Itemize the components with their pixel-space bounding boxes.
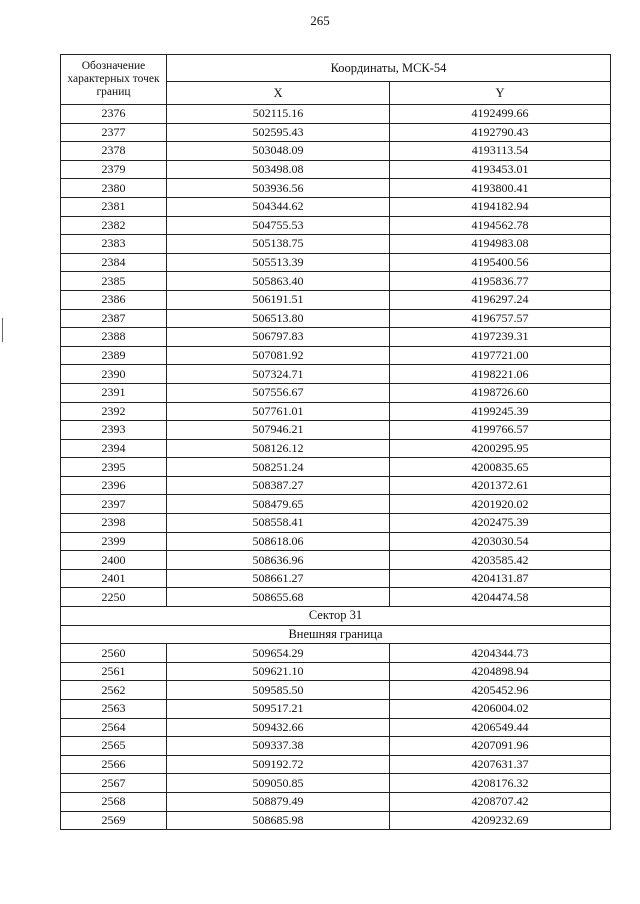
table-row — [61, 774, 611, 793]
x-coordinate-cell: 507324.71 — [167, 365, 390, 384]
y-coordinate-cell: 4198726.60 — [390, 383, 611, 402]
y-coordinate-cell: 4197721.00 — [390, 346, 611, 365]
table-row — [61, 197, 611, 216]
x-coordinate-cell: 508479.65 — [167, 495, 390, 514]
point-id-cell: 2568 — [61, 792, 167, 811]
point-id-cell: 2250 — [61, 588, 167, 607]
x-coordinate-cell: 509621.10 — [167, 662, 390, 681]
x-coordinate-cell: 507761.01 — [167, 402, 390, 421]
table-row — [61, 123, 611, 142]
x-coordinate-cell: 506513.80 — [167, 309, 390, 328]
point-id-cell: 2390 — [61, 365, 167, 384]
x-coordinate-cell: 504344.62 — [167, 197, 390, 216]
y-coordinate-cell: 4194983.08 — [390, 235, 611, 254]
y-coordinate-cell: 4209232.69 — [390, 811, 611, 830]
x-coordinate-cell: 508387.27 — [167, 476, 390, 495]
table-row — [61, 365, 611, 384]
y-coordinate-cell: 4204344.73 — [390, 644, 611, 663]
x-coordinate-cell: 505138.75 — [167, 235, 390, 254]
table-row — [61, 290, 611, 309]
table-body-group-1 — [61, 105, 611, 607]
table-row — [61, 718, 611, 737]
table-header — [61, 55, 611, 105]
x-coordinate-cell: 508251.24 — [167, 458, 390, 477]
table-row — [61, 272, 611, 291]
table-row — [61, 811, 611, 830]
point-id-cell: 2391 — [61, 383, 167, 402]
y-coordinate-cell: 4195400.56 — [390, 253, 611, 272]
x-column-header: X — [167, 82, 390, 105]
point-id-cell: 2395 — [61, 458, 167, 477]
table-row — [61, 755, 611, 774]
point-id-cell: 2381 — [61, 197, 167, 216]
x-coordinate-cell: 509432.66 — [167, 718, 390, 737]
table-row — [61, 588, 611, 607]
table-row — [61, 253, 611, 272]
point-id-cell: 2563 — [61, 700, 167, 719]
y-coordinate-cell: 4203585.42 — [390, 551, 611, 570]
x-coordinate-cell: 509585.50 — [167, 681, 390, 700]
y-column-header: Y — [390, 82, 611, 105]
scan-margin-mark — [2, 318, 3, 342]
table-row — [61, 328, 611, 347]
x-coordinate-cell: 503936.56 — [167, 179, 390, 198]
point-id-cell: 2567 — [61, 774, 167, 793]
table-row — [61, 439, 611, 458]
y-coordinate-cell: 4200835.65 — [390, 458, 611, 477]
table-row — [61, 737, 611, 756]
table-body-group-2 — [61, 644, 611, 830]
y-coordinate-cell: 4198221.06 — [390, 365, 611, 384]
x-coordinate-cell: 506191.51 — [167, 290, 390, 309]
point-id-cell: 2383 — [61, 235, 167, 254]
y-coordinate-cell: 4193113.54 — [390, 142, 611, 161]
point-id-cell: 2400 — [61, 551, 167, 570]
y-coordinate-cell: 4196297.24 — [390, 290, 611, 309]
y-coordinate-cell: 4207631.37 — [390, 755, 611, 774]
y-coordinate-cell: 4201372.61 — [390, 476, 611, 495]
table-row — [61, 309, 611, 328]
table-row — [61, 644, 611, 663]
table-row — [61, 495, 611, 514]
point-id-cell: 2382 — [61, 216, 167, 235]
y-coordinate-cell: 4200295.95 — [390, 439, 611, 458]
point-id-cell: 2376 — [61, 105, 167, 124]
x-coordinate-cell: 509654.29 — [167, 644, 390, 663]
x-coordinate-cell: 508618.06 — [167, 532, 390, 551]
point-designation-header: Обозначение характерных точек границ — [61, 55, 167, 105]
table-row — [61, 569, 611, 588]
y-coordinate-cell: 4208707.42 — [390, 792, 611, 811]
x-coordinate-cell: 502595.43 — [167, 123, 390, 142]
coordinates-system-header: Координаты, МСК-54 — [167, 55, 611, 82]
section-row — [61, 607, 611, 626]
x-coordinate-cell: 507556.67 — [167, 383, 390, 402]
point-id-cell: 2560 — [61, 644, 167, 663]
point-id-cell: 2388 — [61, 328, 167, 347]
subsection-title: Внешняя граница — [61, 625, 611, 644]
y-coordinate-cell: 4207091.96 — [390, 737, 611, 756]
table-row — [61, 681, 611, 700]
point-id-cell: 2380 — [61, 179, 167, 198]
point-id-cell: 2389 — [61, 346, 167, 365]
point-id-cell: 2387 — [61, 309, 167, 328]
x-coordinate-cell: 508558.41 — [167, 514, 390, 533]
y-coordinate-cell: 4192499.66 — [390, 105, 611, 124]
table-row — [61, 458, 611, 477]
x-coordinate-cell: 509337.38 — [167, 737, 390, 756]
point-id-cell: 2561 — [61, 662, 167, 681]
x-coordinate-cell: 508661.27 — [167, 569, 390, 588]
point-id-cell: 2396 — [61, 476, 167, 495]
point-id-cell: 2384 — [61, 253, 167, 272]
coordinates-table — [60, 54, 611, 830]
point-id-cell: 2564 — [61, 718, 167, 737]
point-id-cell: 2569 — [61, 811, 167, 830]
y-coordinate-cell: 4193800.41 — [390, 179, 611, 198]
y-coordinate-cell: 4206004.02 — [390, 700, 611, 719]
x-coordinate-cell: 509517.21 — [167, 700, 390, 719]
x-coordinate-cell: 503498.08 — [167, 160, 390, 179]
table-row — [61, 235, 611, 254]
point-id-cell: 2397 — [61, 495, 167, 514]
table-row — [61, 700, 611, 719]
y-coordinate-cell: 4202475.39 — [390, 514, 611, 533]
y-coordinate-cell: 4203030.54 — [390, 532, 611, 551]
table-row — [61, 476, 611, 495]
y-coordinate-cell: 4205452.96 — [390, 681, 611, 700]
point-id-cell: 2394 — [61, 439, 167, 458]
table-row — [61, 514, 611, 533]
subsection-row — [61, 625, 611, 644]
x-coordinate-cell: 508685.98 — [167, 811, 390, 830]
x-coordinate-cell: 507081.92 — [167, 346, 390, 365]
y-coordinate-cell: 4193453.01 — [390, 160, 611, 179]
x-coordinate-cell: 505863.40 — [167, 272, 390, 291]
table-row — [61, 383, 611, 402]
point-id-cell: 2399 — [61, 532, 167, 551]
y-coordinate-cell: 4201920.02 — [390, 495, 611, 514]
y-coordinate-cell: 4192790.43 — [390, 123, 611, 142]
y-coordinate-cell: 4208176.32 — [390, 774, 611, 793]
table-row — [61, 532, 611, 551]
table-row — [61, 421, 611, 440]
table-row — [61, 402, 611, 421]
point-id-cell: 2393 — [61, 421, 167, 440]
point-id-cell: 2392 — [61, 402, 167, 421]
table-row — [61, 551, 611, 570]
y-coordinate-cell: 4199245.39 — [390, 402, 611, 421]
table-row — [61, 105, 611, 124]
table-row — [61, 216, 611, 235]
y-coordinate-cell: 4206549.44 — [390, 718, 611, 737]
x-coordinate-cell: 508126.12 — [167, 439, 390, 458]
x-coordinate-cell: 507946.21 — [167, 421, 390, 440]
x-coordinate-cell: 505513.39 — [167, 253, 390, 272]
point-id-cell: 2401 — [61, 569, 167, 588]
point-id-cell: 2562 — [61, 681, 167, 700]
x-coordinate-cell: 508636.96 — [167, 551, 390, 570]
x-coordinate-cell: 502115.16 — [167, 105, 390, 124]
point-id-cell: 2385 — [61, 272, 167, 291]
point-id-cell: 2565 — [61, 737, 167, 756]
section-title: Сектор 31 — [61, 607, 611, 626]
table-row — [61, 179, 611, 198]
point-id-cell: 2398 — [61, 514, 167, 533]
page-number: 265 — [310, 13, 330, 28]
y-coordinate-cell: 4194562.78 — [390, 216, 611, 235]
x-coordinate-cell: 503048.09 — [167, 142, 390, 161]
section-headers — [61, 607, 611, 644]
x-coordinate-cell: 508655.68 — [167, 588, 390, 607]
y-coordinate-cell: 4194182.94 — [390, 197, 611, 216]
y-coordinate-cell: 4195836.77 — [390, 272, 611, 291]
table-row — [61, 792, 611, 811]
point-id-cell: 2379 — [61, 160, 167, 179]
table-row — [61, 346, 611, 365]
x-coordinate-cell: 509050.85 — [167, 774, 390, 793]
point-id-cell: 2386 — [61, 290, 167, 309]
y-coordinate-cell: 4197239.31 — [390, 328, 611, 347]
table-row — [61, 142, 611, 161]
point-id-cell: 2378 — [61, 142, 167, 161]
y-coordinate-cell: 4204474.58 — [390, 588, 611, 607]
y-coordinate-cell: 4196757.57 — [390, 309, 611, 328]
table-row — [61, 160, 611, 179]
y-coordinate-cell: 4204898.94 — [390, 662, 611, 681]
y-coordinate-cell: 4204131.87 — [390, 569, 611, 588]
table-row — [61, 662, 611, 681]
y-coordinate-cell: 4199766.57 — [390, 421, 611, 440]
point-id-cell: 2566 — [61, 755, 167, 774]
x-coordinate-cell: 504755.53 — [167, 216, 390, 235]
x-coordinate-cell: 509192.72 — [167, 755, 390, 774]
x-coordinate-cell: 506797.83 — [167, 328, 390, 347]
point-id-cell: 2377 — [61, 123, 167, 142]
x-coordinate-cell: 508879.49 — [167, 792, 390, 811]
